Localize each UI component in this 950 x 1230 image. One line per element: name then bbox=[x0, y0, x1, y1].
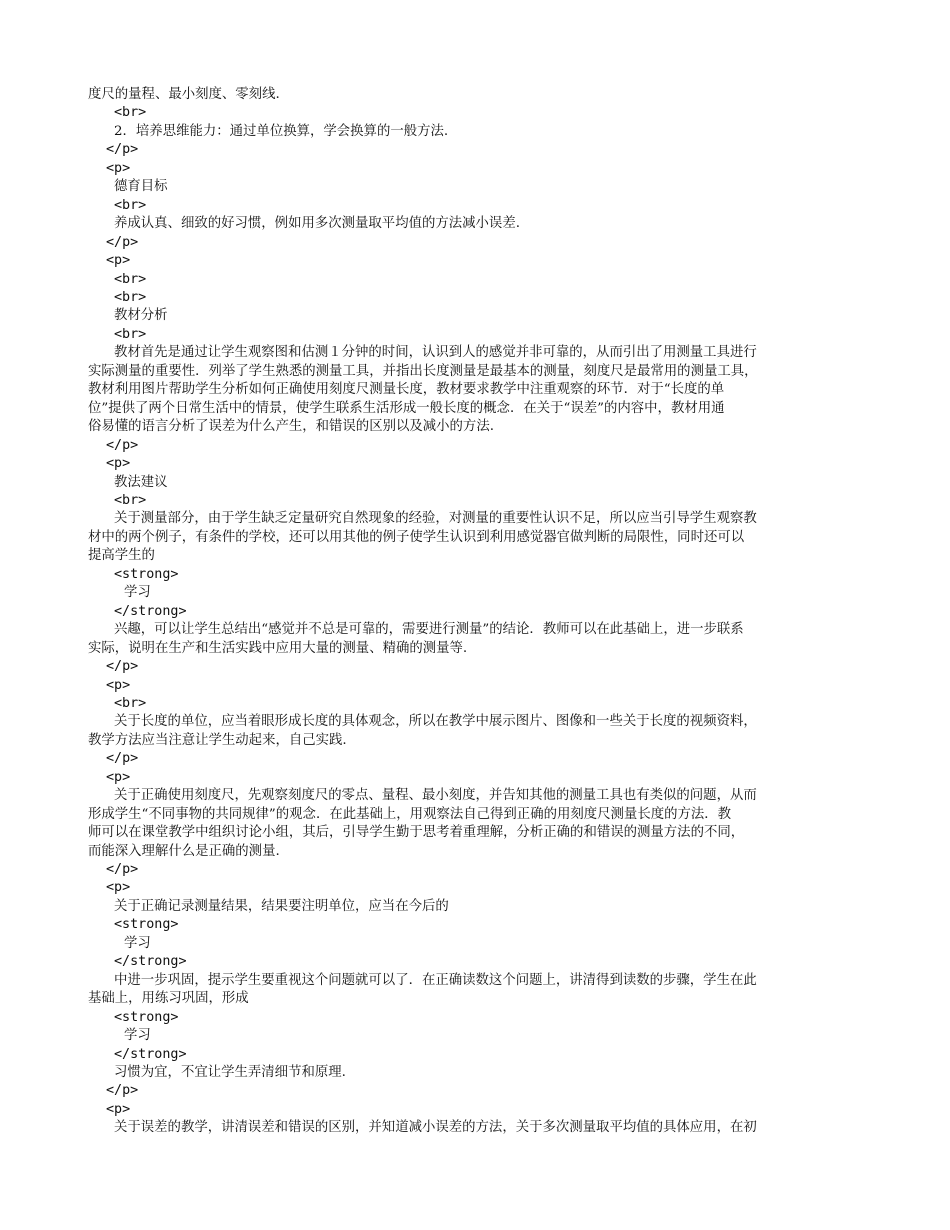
html-tag-line: <br> bbox=[114, 105, 147, 121]
html-tag-line: <p> bbox=[106, 880, 131, 896]
html-tag-line: </p> bbox=[106, 751, 139, 767]
text-line: 而能深入理解什么是正确的测量. bbox=[88, 843, 280, 859]
html-tag-line: <strong> bbox=[114, 566, 179, 582]
html-tag-line: <p> bbox=[106, 160, 131, 176]
text-line: 教材利用图片帮助学生分析如何正确使用刻度尺测量长度，教材要求教学中注重观察的环节．对于“长度的单 bbox=[88, 382, 725, 398]
text-line: 俗易懂的语言分析了误差为什么产生，和错误的区别以及减小的方法. bbox=[88, 419, 494, 435]
html-tag-line: <p> bbox=[106, 677, 131, 693]
html-tag-line: <strong> bbox=[114, 1009, 179, 1025]
text-line: 中进一步巩固，提示学生要重视这个问题就可以了．在正确读数这个问题上，讲清得到读数的步骤，学生在此 bbox=[114, 972, 757, 988]
text-line: 学习 bbox=[124, 935, 151, 951]
text-line: 教材分析 bbox=[114, 308, 168, 324]
text-line: 教法建议 bbox=[114, 474, 168, 490]
text-line: 关于误差的教学，讲清误差和错误的区别，并知道减小误差的方法，关于多次测量取平均值的具体应用，在初 bbox=[114, 1120, 757, 1136]
text-line: 德育目标 bbox=[114, 179, 168, 195]
html-tag-line: <br> bbox=[114, 289, 147, 305]
text-line: 关于长度的单位，应当着眼形成长度的具体观念，所以在教学中展示图片、图像和一些关于长度的视频资料， bbox=[114, 714, 757, 730]
text-line: 形成学生“不同事物的共同规律”的观念．在此基础上，用观察法自己得到正确的用刻度尺测量长度的方法．教 bbox=[88, 806, 732, 822]
html-tag-line: </p> bbox=[106, 142, 139, 158]
html-tag-line: <br> bbox=[114, 492, 147, 508]
html-tag-line: <br> bbox=[114, 695, 147, 711]
document-text bbox=[88, 86, 863, 1138]
text-line: 基础上，用练习巩固，形成 bbox=[88, 991, 249, 1007]
html-tag-line: </strong> bbox=[114, 603, 187, 619]
html-tag-line: </p> bbox=[106, 659, 139, 675]
html-tag-line: <br> bbox=[114, 197, 147, 213]
text-line: 学习 bbox=[124, 1028, 151, 1044]
text-line: 兴趣，可以让学生总结出“感觉并不总是可靠的，需要进行测量”的结论．教师可以在此基础上，进一步联系 bbox=[114, 622, 744, 638]
text-line: 材中的两个例子，有条件的学校，还可以用其他的例子使学生认识到利用感觉器官做判断的局限性，同时还可以 bbox=[88, 529, 745, 545]
text-line: 教学方法应当注意让学生动起来，自己实践. bbox=[88, 732, 347, 748]
html-tag-line: <strong> bbox=[114, 917, 179, 933]
html-tag-line: </p> bbox=[106, 437, 139, 453]
text-line: 关于正确使用刻度尺，先观察刻度尺的零点、量程、最小刻度，并告知其他的测量工具也有类似的问题，从而 bbox=[114, 788, 757, 804]
text-line: 度尺的量程、最小刻度、零刻线. bbox=[88, 87, 280, 102]
html-tag-line: </p> bbox=[106, 1083, 139, 1099]
text-line: 教材首先是通过让学生观察图和估测１分钟的时间，认识到人的感觉并非可靠的，从而引出了用测量工具进行 bbox=[114, 345, 757, 361]
text-line: 实际，说明在生产和生活实践中应用大量的测量、精确的测量等. bbox=[88, 640, 468, 656]
html-tag-line: <p> bbox=[106, 769, 131, 785]
text-line: 关于正确记录测量结果，结果要注明单位，应当在今后的 bbox=[114, 898, 449, 914]
html-tag-line: </strong> bbox=[114, 1046, 187, 1062]
text-line: 学习 bbox=[124, 585, 151, 601]
text-line: 实际测量的重要性．列举了学生熟悉的测量工具，并指出长度测量是最基本的测量，刻度尺是最常用的测量工具， bbox=[88, 363, 758, 379]
html-tag-line: <br> bbox=[114, 326, 147, 342]
text-line: 2．培养思维能力：通过单位换算，学会换算的一般方法. bbox=[114, 123, 449, 139]
text-line: 关于测量部分，由于学生缺乏定量研究自然现象的经验，对测量的重要性认识不足，所以应当引导学生观察教 bbox=[114, 511, 757, 527]
text-line: 习惯为宜，不宜让学生弄清细节和原理. bbox=[114, 1065, 346, 1081]
text-line: 位”提供了两个日常生活中的情景，使学生联系生活形成一般长度的概念．在关于“误差”的内容中，教材用通 bbox=[88, 400, 725, 416]
html-tag-line: <p> bbox=[106, 253, 131, 269]
text-line: 师可以在课堂教学中组织讨论小组，其后，引导学生勤于思考着重理解，分析正确的和错误的测量方法的不同， bbox=[88, 825, 745, 841]
text-line: 提高学生的 bbox=[88, 548, 155, 564]
html-tag-line: </p> bbox=[106, 862, 139, 878]
html-tag-line: <p> bbox=[106, 456, 131, 472]
html-tag-line: </strong> bbox=[114, 954, 187, 970]
html-tag-line: <p> bbox=[106, 1101, 131, 1117]
html-tag-line: <br> bbox=[114, 271, 147, 287]
text-line: 养成认真、细致的好习惯，例如用多次测量取平均值的方法减小误差. bbox=[114, 216, 520, 232]
html-tag-line: </p> bbox=[106, 234, 139, 250]
